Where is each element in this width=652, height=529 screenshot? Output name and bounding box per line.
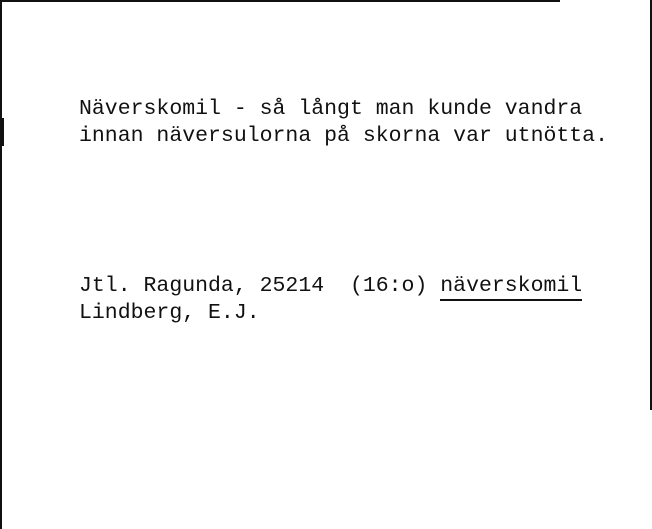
card-left-edge [0,0,2,529]
card-top-edge [0,0,560,2]
source-reference: Jtl. Ragunda, 25214 (16:o) [79,274,441,298]
definition-line-2: innan näversulorna på skorna var utnötta. [79,124,608,148]
card-edge-mark [0,118,4,146]
keyword-underlined: näverskomil [440,274,582,301]
informant-name: Lindberg, E.J. [79,301,260,325]
source-reference-line [79,274,582,298]
definition-line-1: Näverskomil - så långt man kunde vandra [79,97,583,121]
